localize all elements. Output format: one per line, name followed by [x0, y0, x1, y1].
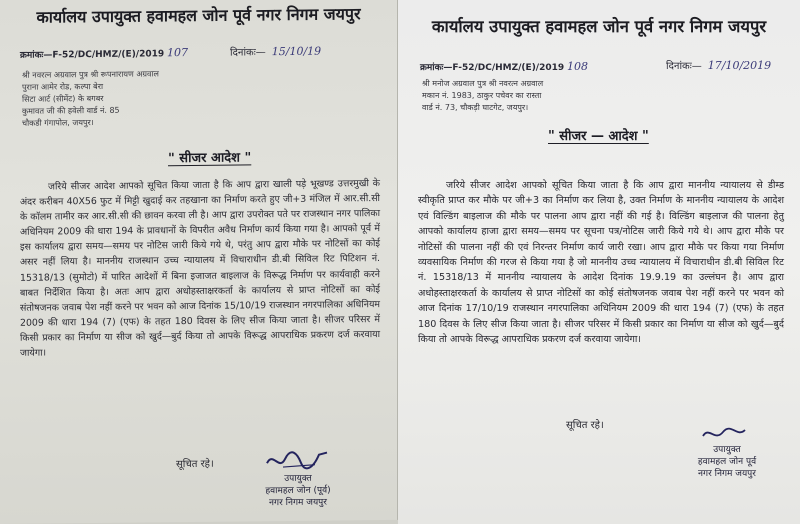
date-handwritten: 15/10/19 [271, 44, 322, 59]
order-body [20, 176, 380, 361]
seizure-order-right [398, 0, 800, 524]
reference-number [20, 46, 188, 61]
address-line: कुमावत जी की हवेली वार्ड नं. 85 [22, 105, 120, 116]
reference-handwritten: 108 [567, 60, 589, 73]
signatory-line: हवामहल जोन पूर्व [697, 457, 757, 467]
address-line: श्री मनोज अग्रवाल पुत्र श्री नवरत्न अग्रवाल [422, 79, 544, 88]
signatory-line: नगर निगम जयपुर [698, 469, 756, 479]
closing-line: सूचित रहे। [566, 420, 604, 431]
office-title: कार्यालय उपायुक्त हवामहल जोन पूर्व नगर निगम जयपुर [36, 4, 361, 27]
reference-number [420, 60, 588, 73]
order-heading: " सीजर — आदेश " [548, 129, 649, 144]
signature-icon [697, 424, 757, 444]
reference-label: क्रमांकः—F-52/DC/HMZ/(E)/2019 [20, 49, 165, 61]
address-line: सिटा आर्ट (सीमेंट) के बगबर [22, 93, 104, 104]
order-paragraph: जरिये सीजर आदेश आपको सूचित किया जाता है कि आप द्वारा खाली पड़े भूखण्ड उत्तरमुखी के अंदर करीबन 40X56 फुट में मिट्टी खुदाई कर तहखाना का निर्माण करते हुए जी+3 मंजिल में आर.सी.सी के कॉलम तामीर कर आर.सी.सी की छावन करवा ली है। आप द्वारा उपरोक्त पते पर राजस्थान नगर पालिका अधिनियम 2009 की धारा 194 के प्रावधानों के विपरीत अवैध निर्माण कार्य किया गया है। आपको पूर्व में इस कार्यालय द्वारा समय—समय पर नोटिस जारी किये गये थे, परंतु आप द्वारा मौके पर नोटिसों का कोई असर नहीं लिया है। माननीय राजस्थान उच्च न्यायालय में विचाराधीन डी.बी सिविल रिट पिटिशन नं. 15318/13 (सुमोटो) में पारित आदेशों में बिना इजाजत बाइलाज के विरूद्ध निर्माण पर कार्यवाही करने बाबत निर्देशित किया है। अतः आप द्वारा अधोहस्ताक्षरकर्ता के कार्यालय से प्राप्त नोटिसों का कोई संतोषजनक जवाब पेश नहीं करने पर भवन को आज दिनांक 15/10/19 राजस्थान नगरपालिका अधिनियम 2009 की धारा 194 (7) (एफ) के तहत 180 दिवस के लिए सीज किया जाता है। सीजर परिसर में किसी प्रकार का निर्माण या सीज को खुर्द—बुर्द किया तो आपके विरूद्ध आपराधिक प्रकरण दर्ज करवाया जायेगा। [20, 178, 380, 359]
date-label: दिनांकः— [230, 47, 266, 59]
signatory-line: हवामहल जोन (पूर्व) [265, 485, 331, 497]
signature-icon [263, 449, 333, 474]
closing-line: सूचित रहे। [176, 458, 214, 471]
address-line: चौकडी गंगापोल, जयपुर। [22, 118, 94, 128]
date-label: दिनांकः— [666, 61, 702, 72]
reference-label: क्रमांकः—F-52/DC/HMZ/(E)/2019 [420, 63, 565, 73]
address-line: पुराना आमेर रोड, कल्पा बेरा [22, 81, 104, 92]
signature-block [238, 448, 358, 509]
order-heading: " सीजर आदेश " [168, 150, 252, 167]
recipient-address [22, 67, 252, 129]
reference-handwritten: 107 [167, 46, 189, 60]
signatory-line: उपायुक्त [284, 473, 312, 485]
order-body [418, 178, 784, 347]
signature-block [668, 424, 786, 480]
recipient-address [422, 78, 662, 114]
office-title: कार्यालय उपायुक्त हवामहल जोन पूर्व नगर निगम जयपुर [431, 17, 767, 36]
address-line: वार्ड नं. 73, चौकड़ी घाटगेट, जयपुर। [422, 103, 529, 112]
issue-date [230, 44, 321, 59]
issue-date [666, 58, 771, 72]
order-paragraph: जरिये सीजर आदेश आपको सूचित किया जाता है कि आप द्वारा माननीय न्यायालय से डीम्ड स्वीकृति प्राप्त कर मौके पर जी+3 का निर्माण कर लिया है, उक्त निर्माण के माननीय न्यायालय के आदेश एवं विल्डिंग बाइलाज की मौके पर पालना आप द्वारा नहीं की गई है। विल्डिंग बाइलाज की पालना हेतु आपको कार्यालय हाजा द्वारा समय—समय पर सूचना पत्र/नोटिस जारी किये गये थे। आप द्वारा मौके पर नोटिसों की पालना नहीं की एवं निरन्तर निर्माण कार्य जारी रखा। आप द्वारा मौके पर किया गया निर्माण व्यवसायिक निर्माण की गरज से किया गया है जो माननीय उच्च न्यायालय में विचाराधीन डी.बी सिविल रिट नं. 15318/13 में माननीय न्यायालय के आदेश दिनांक 19.9.19 का उल्लंघन है। आप द्वारा अधोहस्ताक्षरकर्ता के कार्यालय से प्राप्त नोटिसों का कोई संतोषजनक जवाब पेश नहीं करने पर भवन को आज दिनांक 17/10/19 राजस्थान नगरपालिका अधिनियम 2009 की धारा 194 (7) (एफ) के तहत 180 दिवस के लिए सीज किया जाता है। सीजर परिसर में किसी प्रकार का निर्माण या सीज को खुर्द—बुर्द किया तो आपके विरूद्ध आपराधिक प्रकरण दर्ज करवाया जायेगा। [418, 180, 785, 346]
address-line: श्री नवरत्न अग्रवाल पुत्र श्री रूपनारायण अग्रवाल [22, 69, 159, 80]
address-line: मकान नं. 1983, ठाकुर पचेवर का रास्ता [422, 91, 542, 100]
signatory-line: उपायुक्त [713, 445, 741, 455]
signatory-line: नगर निगम जयपुर [269, 497, 327, 509]
date-handwritten: 17/10/2019 [707, 59, 772, 72]
seizure-order-left [0, 0, 398, 524]
